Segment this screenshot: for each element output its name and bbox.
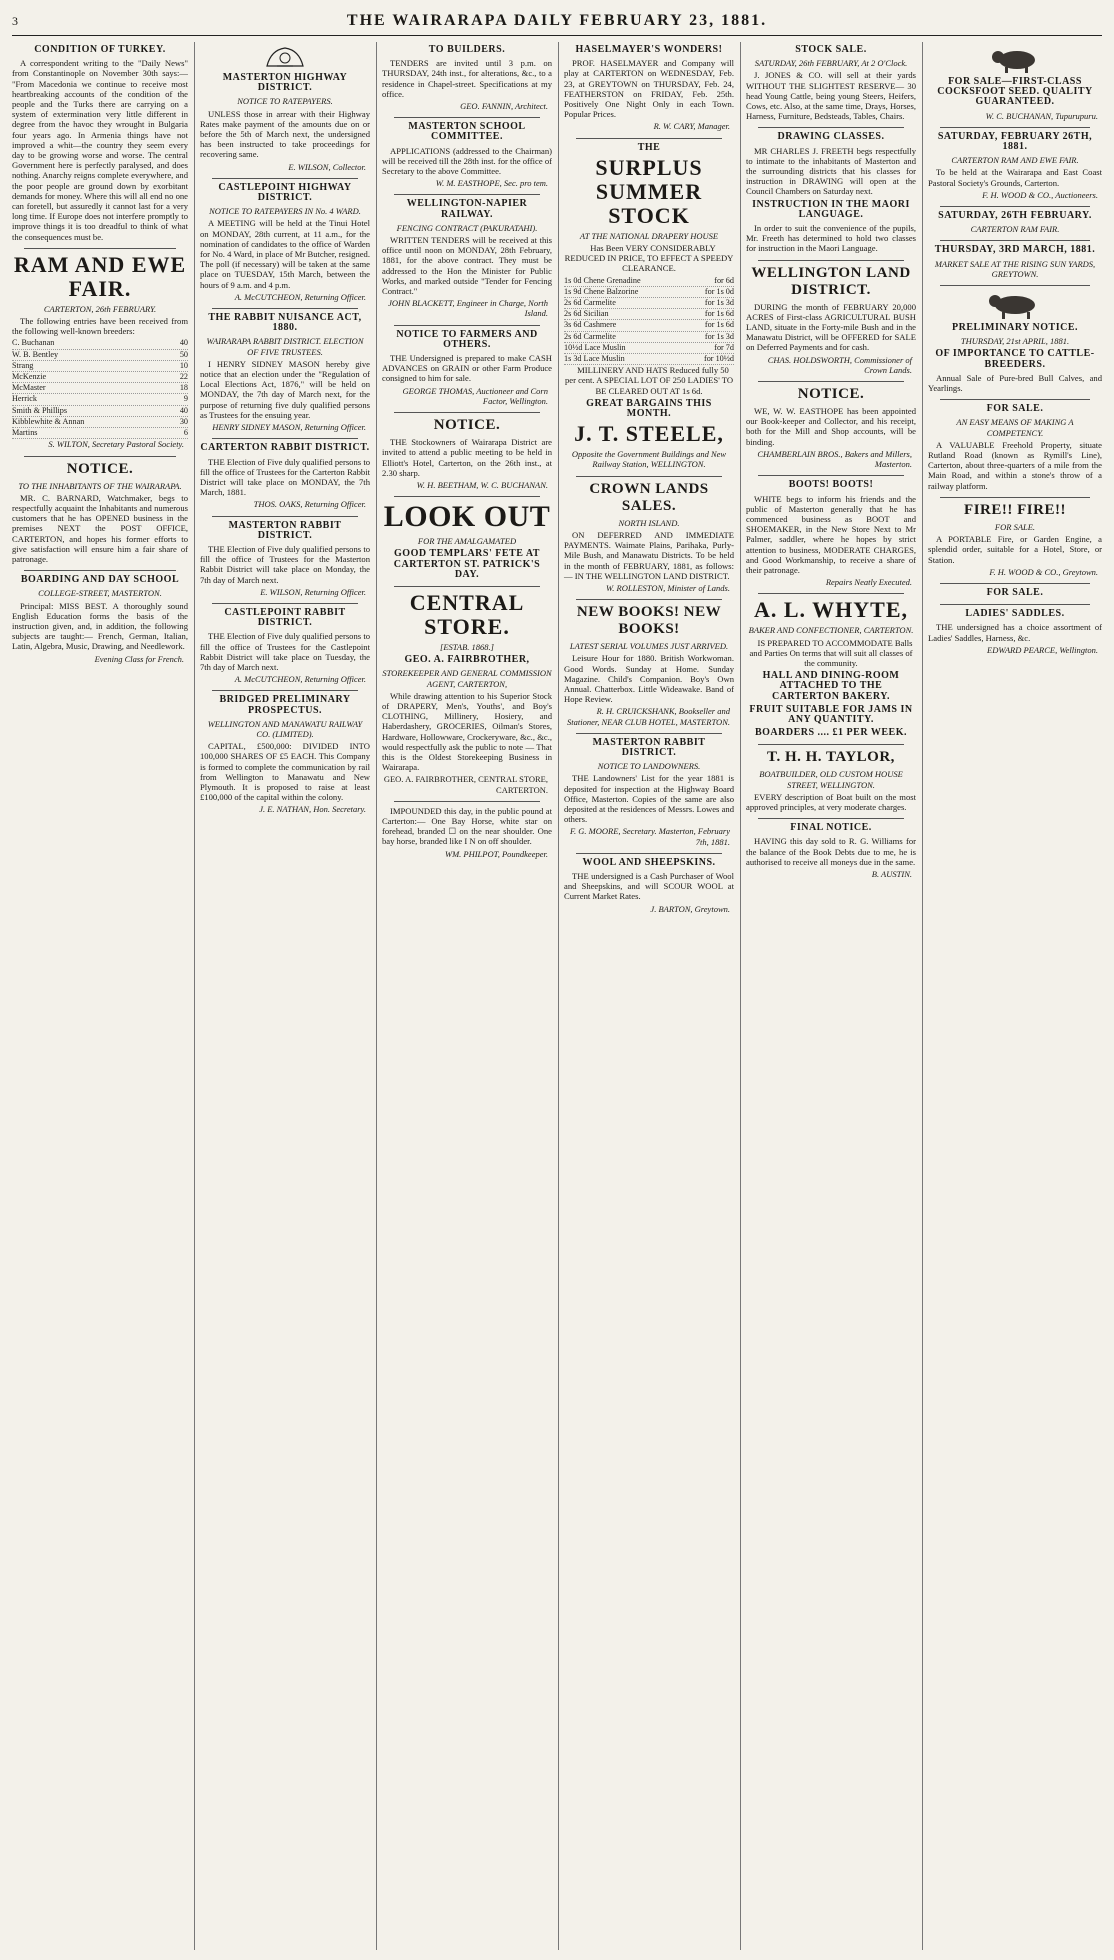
- surplus-sub: AT THE NATIONAL DRAPERY HOUSE: [579, 230, 719, 241]
- turkey-heading: CONDITION OF TURKEY.: [34, 44, 166, 55]
- masthead: [12, 6, 1102, 36]
- notice-sub: TO THE INHABITANTS OF THE WAIRARAPA.: [18, 480, 182, 491]
- impound-signature: WM. PHILPOT, Poundkeeper.: [444, 848, 548, 859]
- books-sub: LATEST SERIAL VOLUMES JUST ARRIVED.: [569, 641, 729, 652]
- tenders-ad: [382, 45, 552, 111]
- books-body: Leisure Hour for 1880. British Workwoman. Good Words. Sunday at Home. Sunday Magazine. Child's Companion. Boy's Own Annual. Chatterbox. Little Wideawake. Band of Hope Review.: [564, 653, 734, 705]
- railway-prospectus: [200, 695, 370, 814]
- price-list: [564, 276, 734, 366]
- stock-body: J. JONES & CO. will sell at their yards WITHOUT THE SLIGHTEST RESERVE— 30 head Young Cattle, being young Steers, Heifers, Cows, etc. Also, at the same time, Drays, Horses, Harness, Furniture, Bedsteads, Tables, Chairs.: [746, 70, 916, 122]
- taylor-body: EVERY description of Boat built on the most approved principles, at very moderate charges.: [746, 791, 916, 812]
- tenders-body: TENDERS are invited until 3 p.m. on THURSDAY, 24th inst., for alterations, &c., to a residence in Chapel-street. Specifications at my office.: [382, 58, 552, 99]
- notice-heading: NOTICE.: [66, 460, 134, 477]
- seed-ad: [928, 44, 1102, 121]
- list-item: 1s 0d Chene Grenadine for 6d: [564, 276, 734, 287]
- masterton-rabbit-body: THE Election of Five duly qualified persons to fill the office of Trustees for the Masterton Rabbit District will take place on Monday, the 7th day of March next.: [200, 543, 370, 585]
- rabbit-sub: WAIRARAPA RABBIT DISTRICT. ELECTION OF FIVE TRUSTEES.: [206, 336, 364, 357]
- drawing-body: MR CHARLES J. FREETH begs respectfully to intimate to the inhabitants of Masterton and the surrounding districts that his classes for instruction in DRAWING will open at the Council Chambers on Saturday next.: [746, 145, 916, 197]
- ram-fair-signature: F. H. WOOD & CO., Auctioneers.: [982, 189, 1098, 200]
- steele-sub: Opposite the Government Buildings and New Railway Station, WELLINGTON.: [571, 449, 727, 470]
- crown-body: ON DEFERRED AND IMMEDIATE PAYMENTS. Waimate Plains, Parihaka, Purly-Mile Bush, and Manawatu Districts. To be held in the month of FEBRUARY, 1881, as follows:— IN THE WELLINGTON LAND DISTRICT.: [564, 529, 734, 581]
- castlepoint-rabbit-signature: A. McCUTCHEON, Returning Officer.: [234, 674, 366, 685]
- masterton-rabbit-heading: MASTERTON RABBIT DISTRICT.: [228, 519, 342, 541]
- masterton-rabbit-signature: E. WILSON, Returning Officer.: [260, 586, 366, 597]
- list-item: 1s 3d Lace Muslin for 10½d: [564, 354, 734, 365]
- haselmayer-signature: R. W. CARY, Manager.: [653, 121, 730, 132]
- crown-sub: NORTH ISLAND.: [618, 517, 680, 528]
- drawing-ad: [746, 132, 916, 253]
- castlepoint-notice: [200, 183, 370, 302]
- haselmayer-ad: [564, 45, 734, 132]
- rabbit-signature: HENRY SIDNEY MASON, Returning Officer.: [212, 422, 366, 433]
- rabbit-notice: [200, 313, 370, 432]
- column-6: [922, 42, 1102, 1950]
- turkey-body: A correspondent writing to the "Daily News" from Constantinople on November 30th says:— "From Macedonia we continue to receive most heartbreaking accounts of the condition of the people and the Turks there are carrying on a system of extermination very little different in degree from the havoc they wrought in Bulgaria four years ago. In Armenia things have not improved a whit—the country they seem every day to be growing worse and worse. The central Government here is perfectly paralysed, and does nothing. Anarchy reigns complete everywhere, and the poor people are ground down by exorbitant demands for money. Where this will all end no one can foretell, but assuredly it cannot last for a very long time. If Europe does not interfere promptly to improve things it is too dreadful to think of what the consequences must be.: [12, 58, 188, 242]
- wool-body: THE undersigned is a Cash Purchaser of Wool and Sheepskins, and will SCOUR WOOL at Current Market Rates.: [564, 870, 734, 902]
- saddles-ad: [928, 609, 1102, 655]
- wellington-land-body: DURING the month of FEBRUARY 20,000 ACRES of First-class AGRICULTURAL BUSH LAND, situate in the Forty-mile Bush and in the Manawatu District, will be OFFERED for SALE on Deferred Payments and for cash.: [746, 301, 916, 353]
- carterton-ram-fair: [928, 211, 1102, 234]
- fire-signature: F. H. WOOD & CO., Greytown.: [989, 566, 1098, 577]
- haselmayer-body: PROF. HASELMAYER and Company will play at CARTERTON on WEDNESDAY, Feb. 23, at GREYTOWN on THURSDAY, Feb. 24, FEATHERSTON on FRIDAY, Feb. 25th. Positively One Night Only in each Town. Popular Prices.: [564, 58, 734, 120]
- surplus-ad: [564, 143, 734, 470]
- list-item: Kibblewhite & Annan 30: [12, 417, 188, 428]
- wellington-land-ad: [746, 265, 916, 375]
- ram-fair-sub: CARTERTON RAM AND EWE FAIR.: [951, 155, 1079, 166]
- castlepoint-signature: A. McCUTCHEON, Returning Officer.: [234, 291, 366, 302]
- fencing-signature: JOHN BLACKETT, Engineer in Charge, North Island.: [388, 298, 548, 319]
- rabbit-body: I HENRY SIDNEY MASON hereby give notice that an election under the "Regulation of Local Elections Act, 1876," will be held on MONDAY, the 7th day of March next, for the purpose of returning five duly qualified persons as Trustees for the ensuing year.: [200, 358, 370, 420]
- list-item: C. Buchanan 40: [12, 338, 188, 349]
- lookout-ad: [382, 501, 552, 580]
- railway-sub: BRIDGED PRELIMINARY PROSPECTUS.: [219, 694, 351, 716]
- landowners-body: THE Landowners' List for the year 1881 is deposited for inspection at the Highway Board Office, Masterton. Copies of the same are also deposited at the residences of Messrs. Lowes and others.: [564, 773, 734, 825]
- competency-sub: AN EASY MEANS OF MAKING A COMPETENCY.: [956, 417, 1074, 438]
- prelim-ad: [928, 290, 1102, 393]
- landowners-sub: NOTICE TO LANDOWNERS.: [597, 761, 701, 772]
- prelim-sub: OF IMPORTANCE TO CATTLE-BREEDERS.: [935, 348, 1095, 370]
- highway-body: UNLESS those in arrear with their Highway Rates make payment of the amounts due on or before the 5th of March next, the undersigned has been instructed to take proceedings for recovering same.: [200, 108, 370, 160]
- fire-body: A PORTABLE Fire, or Garden Engine, a splendid order, suitable for a Hotel, Store, or Station.: [928, 534, 1102, 565]
- farmers-body: THE Undersigned is prepared to make CASH ADVANCES on GRAIN or other Farm Produce consigned to him for sale.: [382, 353, 552, 384]
- landowners-notice: [564, 738, 734, 847]
- steele-name: J. T. STEELE,: [574, 421, 724, 447]
- sale-heading: FOR SALE.: [986, 586, 1044, 598]
- stock-sub: SATURDAY, 26th FEBRUARY, At 2 O'Clock.: [754, 58, 908, 69]
- columns: [12, 42, 1102, 1952]
- surplus-the: THE: [637, 141, 661, 153]
- books-ad: [564, 604, 734, 727]
- crown-heading: CROWN LANDS SALES.: [589, 480, 709, 514]
- boarders-text: BOARDERS .... £1 PER WEEK.: [754, 727, 907, 739]
- list-item: Smith & Phillips 40: [12, 406, 188, 417]
- fair-ad: [12, 253, 188, 450]
- taylor-sub: BOATBUILDER, OLD CUSTOM HOUSE STREET, WELLINGTON.: [759, 769, 903, 790]
- fencing-body: WRITTEN TENDERS will be received at this office until noon on MONDAY, 28th February, 1881, for the above contract. They must be addressed to the Hon the Minister for Public Works, and marked outside "Tender for Fencing Contract.": [382, 235, 552, 297]
- wool-signature: J. BARTON, Greytown.: [650, 903, 730, 914]
- stockowners-heading: NOTICE.: [433, 417, 501, 434]
- store-heading: CENTRAL STORE.: [409, 589, 525, 639]
- landowners-signature: F. G. MOORE, Secretary. Masterton, February 7th, 1881.: [569, 826, 730, 847]
- highway-signature: E. WILSON, Collector.: [288, 161, 366, 172]
- store-sub: [ESTAB. 1868.]: [440, 641, 494, 652]
- market-heading: THURSDAY, 3RD MARCH, 1881.: [934, 244, 1096, 256]
- list-item: 2s 6d Carmelite for 1s 3d: [564, 298, 734, 309]
- carterton-rabbit-body: THE Election of Five duly qualified persons to fill the office of Trustees for the Carterton Rabbit District will take place on MONDAY, the 7th March, 1881.: [200, 456, 370, 498]
- final-heading: FINAL NOTICE.: [790, 822, 872, 834]
- final-signature: B. AUSTIN.: [871, 868, 912, 879]
- competency-body: A VALUABLE Freehold Property, situate Rutland Road (known as Rymill's Line), Carterton, about three-quarters of a mile from the Main Road, and within a stone's throw of a railway platform.: [928, 439, 1102, 491]
- castlepoint-sub: NOTICE TO RATEPAYERS IN No. 4 WARD.: [209, 206, 361, 217]
- final-notice: [746, 823, 916, 879]
- store-role: STOREKEEPER AND GENERAL COMMISSION AGENT, CARTERTON,: [382, 668, 552, 689]
- surplus-body: Has Been VERY CONSIDERABLY REDUCED IN PRICE, TO EFFECT A SPEEDY CLEARANCE.: [564, 243, 734, 274]
- railway-heading: WELLINGTON AND MANAWATU RAILWAY CO. (LIMITED).: [207, 718, 363, 739]
- list-item: McKenzie 22: [12, 372, 188, 383]
- royal-crest-icon: [263, 44, 307, 70]
- fair-signature: S. WILTON, Secretary Pastoral Society.: [48, 439, 184, 450]
- ram-fair-body: To be held at the Wairarapa and East Coast Pastoral Society's Grounds, Carterton.: [928, 167, 1102, 188]
- school-committee-heading: MASTERTON SCHOOL COMMITTEE.: [408, 121, 526, 143]
- wellington-land-signature: CHAS. HOLDSWORTH, Commissioner of Crown Lands.: [767, 354, 912, 375]
- rabbit-heading: THE RABBIT NUISANCE ACT, 1880.: [208, 312, 362, 334]
- drawing-heading: DRAWING CLASSES.: [777, 131, 885, 143]
- railway-body: CAPITAL, £500,000: DIVIDED INTO 100,000 SHARES OF £5 EACH. This Company is formed to complete the communication by rail from Wellington to Manawatu and New Plymouth. It is proposed to raise at least £100,000 of the capital within the colony.: [200, 741, 370, 803]
- haselmayer-heading: HASELMAYER'S WONDERS!: [575, 44, 723, 55]
- fencing-sub: FENCING CONTRACT (PAKURATAHI).: [396, 222, 538, 233]
- books-heading: NEW BOOKS! NEW BOOKS!: [576, 604, 722, 638]
- farmers-heading: NOTICE TO FARMERS AND OTHERS.: [396, 328, 538, 350]
- store-signature: GEO. A. FAIRBROTHER, CENTRAL STORE, CARTERTON.: [383, 774, 548, 795]
- castlepoint-rabbit-notice: [200, 608, 370, 684]
- farmers-signature: GEORGE THOMAS, Auctioneer and Corn Factor, Wellington.: [402, 385, 548, 406]
- farmers-ad: [382, 330, 552, 406]
- list-item: McMaster 18: [12, 383, 188, 394]
- crown-signature: W. ROLLESTON, Minister of Lands.: [606, 582, 730, 593]
- carterton-rabbit-signature: THOS. OAKS, Returning Officer.: [253, 499, 366, 510]
- ram-icon: [985, 44, 1045, 74]
- general-sale-ad: [928, 588, 1102, 598]
- saddles-heading: LADIES' SADDLES.: [965, 608, 1065, 620]
- notice-body: MR. C. BARNARD, Watchmaker, begs to respectfully acquaint the Inhabitants and numerous customers that he has OPENED business in the premises NEXT the POST OFFICE, CARTERTON, and hopes his former efforts to give satisfaction will ensure him a fair share of patronage.: [12, 492, 188, 564]
- ram-fair-ad: [928, 132, 1102, 200]
- breeders-list: [12, 338, 188, 439]
- boots-heading: BOOTS! BOOTS!: [788, 479, 874, 491]
- boots-body: WHITE begs to inform his friends and the public of Masterton generally that he has commenced business as BOOT and SHOEMAKER, in the New Store Next to Mr Palmer, saddler, where he hopes by strict attention to business, MODERATE CHARGES, and Good Workmanship, to receive a share of their patronage.: [746, 493, 916, 575]
- tenders-signature: GEO. FANNIN, Architect.: [460, 101, 548, 112]
- highway-notice: [200, 73, 370, 172]
- whyte-heading: A. L. WHYTE,: [753, 597, 908, 623]
- tenders-heading: TO BUILDERS.: [428, 44, 506, 55]
- list-item: 10½d Lace Muslin for 7d: [564, 343, 734, 354]
- store-name: GEO. A. FAIRBROTHER,: [404, 654, 530, 666]
- stock-heading: STOCK SALE.: [795, 44, 867, 55]
- fire-heading: FIRE!! FIRE!!: [964, 501, 1066, 518]
- stockowners-notice: [382, 417, 552, 490]
- list-item: 1s 9d Chene Balzorine for 1s 0d: [564, 287, 734, 298]
- school-committee-signature: W. M. EASTHOPE, Sec. pro tem.: [435, 178, 548, 189]
- list-item: 2s 6d Carmelite for 1s 3d: [564, 332, 734, 343]
- maori-body: In order to suit the convenience of the pupils, Mr. Freeth has determined to hold two classes for instruction in the Maori Language.: [746, 223, 916, 254]
- castlepoint-rabbit-heading: CASTLEPOINT RABBIT DISTRICT.: [224, 606, 346, 629]
- carterton-rabbit-notice: [200, 443, 370, 509]
- surplus-heading: SURPLUS SUMMER STOCK: [595, 154, 703, 228]
- bookkeeper-heading: NOTICE.: [797, 386, 865, 403]
- masthead-title: THE WAIRARAPA DAILY FEBRUARY 23, 1881.: [346, 12, 768, 29]
- whyte-body: IS PREPARED TO ACCOMMODATE Balls and Parties On terms that will suit all classes of the community.: [749, 637, 913, 668]
- carterton-ram-sub: CARTERTON RAM FAIR.: [970, 224, 1060, 235]
- bull-icon: [985, 290, 1045, 320]
- boots-ad: [746, 480, 916, 587]
- castlepoint-body: A MEETING will be held at the Tinui Hotel on MONDAY, 28th current, at 11 a.m., for the nomination of candidates to the office of Warden for No. 4 Ward, in place of Mr Butcher, resigned. The poll (if necessary) will be taken at the same place on TUESDAY, 15th March, between the hours of 9 a.m. and 4 p.m.: [200, 218, 370, 290]
- prelim-body: Annual Sale of Pure-bred Bull Calves, and Yearlings.: [928, 372, 1102, 394]
- competency-heading: FOR SALE.: [986, 403, 1044, 415]
- taylor-ad: [746, 749, 916, 812]
- wool-ad: [564, 858, 734, 914]
- saddles-body: THE undersigned has a choice assortment of Ladies' Saddles, Harness, &c.: [928, 622, 1102, 643]
- lookout-body: GOOD TEMPLARS' FETE AT CARTERTON ST. PATRICK'S DAY.: [393, 548, 541, 580]
- millinery-text: MILLINERY AND HATS Reduced fully 50 per cent. A SPECIAL LOT OF 250 LADIES' TO BE CLEARED OUT AT 1s 6d.: [564, 365, 734, 396]
- seed-heading: FOR SALE—FIRST-CLASS COCKSFOOT SEED. QUALITY GUARANTEED.: [937, 76, 1093, 108]
- bookkeeper-signature: CHAMBERLAIN BROS., Bakers and Millers, Masterton.: [757, 448, 912, 470]
- impound-notice: [382, 806, 552, 859]
- prelim-date: THURSDAY, 21st APRIL, 1881.: [960, 336, 1070, 347]
- castlepoint-heading: CASTLEPOINT HIGHWAY DISTRICT.: [218, 181, 352, 204]
- boots-signature: Repairs Neatly Executed.: [825, 577, 912, 588]
- taylor-heading: T. H. H. TAYLOR,: [767, 749, 895, 766]
- column-2: [194, 42, 370, 1950]
- hall-text: HALL AND DINING-ROOM ATTACHED TO THE CARTERTON BAKERY.: [762, 670, 900, 702]
- wool-heading: WOOL AND SHEEPSKINS.: [582, 856, 716, 868]
- fair-intro: The following entries have been received from the following well-known breeders:: [12, 316, 188, 337]
- school-ad: [12, 575, 188, 664]
- bookkeeper-notice: [746, 386, 916, 469]
- railway-signature: J. E. NATHAN, Hon. Secretary.: [259, 804, 366, 815]
- school-committee-body: APPLICATIONS (addressed to the Chairman) will be received till the 28th inst. for the office of Secretary to the above Committee.: [382, 145, 552, 177]
- fruit-text: FRUIT SUITABLE FOR JAMS IN ANY QUANTITY.: [749, 703, 913, 725]
- highway-heading: MASTERTON HIGHWAY DISTRICT.: [222, 72, 348, 94]
- column-1: [12, 42, 188, 1950]
- list-item: 2s 6d Sicilian for 1s 6d: [564, 309, 734, 320]
- barnard-notice: [12, 461, 188, 565]
- whyte-ad: [746, 598, 916, 738]
- turkey-article: [12, 45, 188, 242]
- landowners-heading: MASTERTON RABBIT DISTRICT.: [592, 736, 706, 758]
- bookkeeper-body: WE, W. W. EASTHOPE has been appointed our Book-keeper and Collector, and his receipt, both for the Mill and Shop accounts, will be binding.: [746, 406, 916, 447]
- market-sub: MARKET SALE AT THE RISING SUN YARDS, GREYTOWN.: [934, 258, 1096, 279]
- carterton-rabbit-heading: CARTERTON RABBIT DISTRICT.: [200, 442, 370, 454]
- impound-body: IMPOUNDED this day, in the public pound at Carterton:— One Bay Horse, white star on forehead, branded ☐ on the near shoulder. One bay horse, branded like I N on off shoulder.: [382, 805, 552, 847]
- fair-sub: CARTERTON, 26th FEBRUARY.: [43, 303, 157, 314]
- fencing-heading: WELLINGTON-NAPIER RAILWAY.: [406, 198, 528, 220]
- list-item: W. B. Bentley 50: [12, 350, 188, 361]
- fair-heading: RAM AND EWE FAIR.: [13, 251, 187, 301]
- seed-signature: W. C. BUCHANAN, Tupurupuru.: [985, 110, 1098, 121]
- school-heading: BOARDING AND DAY SCHOOL: [20, 574, 180, 586]
- ram-fair-heading: SATURDAY, FEBRUARY 26TH, 1881.: [937, 130, 1093, 153]
- wellington-land-heading: WELLINGTON LAND DISTRICT.: [751, 264, 911, 298]
- saddles-signature: EDWARD PEARCE, Wellington.: [987, 644, 1098, 655]
- masterton-rabbit-notice: [200, 521, 370, 597]
- whyte-sub: BAKER AND CONFECTIONER, CARTERTON.: [748, 625, 914, 636]
- books-signature: R. H. CRUICKSHANK, Bookseller and Stationer, NEAR CLUB HOTEL, MASTERTON.: [566, 706, 730, 727]
- prelim-heading: PRELIMINARY NOTICE.: [951, 322, 1078, 334]
- crown-lands-ad: [564, 481, 734, 593]
- column-5: [740, 42, 916, 1950]
- column-4: [558, 42, 734, 1950]
- castlepoint-rabbit-body: THE Election of Five duly qualified persons to fill the office of Trustees for the Castlepoint Rabbit District will take place on Tuesday, the 7th day of March next.: [200, 631, 370, 672]
- central-store-ad: [382, 591, 552, 795]
- maori-heading: INSTRUCTION IN THE MAORI LANGUAGE.: [752, 198, 910, 220]
- fencing-ad: [382, 199, 552, 318]
- stockowners-body: THE Stockowners of Wairarapa District are invited to attend a public meeting to be held in Elliott's Hotel, Carterton, on the 26th inst., at 2.30 sharp.: [382, 437, 552, 478]
- fire-ad: [928, 502, 1102, 577]
- list-item: Herrick 9: [12, 394, 188, 405]
- competency-ad: [928, 404, 1102, 491]
- market-sale-ad: [928, 245, 1102, 279]
- page-number: 3: [12, 14, 18, 28]
- list-item: 3s 6d Cashmere for 1s 6d: [564, 320, 734, 331]
- fire-sub: FOR SALE.: [994, 521, 1036, 532]
- lookout-heading: LOOK OUT: [383, 500, 551, 534]
- list-item: Martins 6: [12, 428, 188, 439]
- school-signature: Evening Class for French.: [94, 653, 184, 664]
- bargains-text: GREAT BARGAINS THIS MONTH.: [586, 397, 712, 420]
- list-item: Strang 10: [12, 361, 188, 372]
- school-body: Principal: MISS BEST. A thoroughly sound English Education forms the basis of the instruction given, and, in addition, the following subjects are taught:— French, German, Italian, Latin, Algebra, Music, Drawing, and Needlework.: [12, 600, 188, 652]
- carterton-ram-heading: SATURDAY, 26TH FEBRUARY.: [938, 210, 1092, 222]
- store-body: While drawing attention to his Superior Stock of DRAPERY, Men's, Youths', and Boy's CLOTHING, Millinery, Hosiery, and Haberdashery, GROCERIES, Oilman's Stores, Hardware, Hollowware, Crockeryware, &c., &c., would respectfully ask the public to note — That this is the Oldest Storekeeping Business in Wairarapa.: [382, 690, 552, 773]
- column-3: [376, 42, 552, 1950]
- final-body: HAVING this day sold to R. G. Williams for the balance of the Book Debts due to me, he is authorised to receive all moneys due in the same.: [746, 836, 916, 867]
- highway-sub: NOTICE TO RATEPAYERS.: [237, 96, 333, 107]
- lookout-sub: FOR THE AMALGAMATED: [417, 536, 517, 547]
- school-committee-ad: [382, 122, 552, 188]
- school-sub: COLLEGE-STREET, MASTERTON.: [38, 588, 162, 599]
- stockowners-signature: W. H. BEETHAM, W. C. BUCHANAN.: [416, 479, 548, 490]
- stock-sale-ad: [746, 45, 916, 121]
